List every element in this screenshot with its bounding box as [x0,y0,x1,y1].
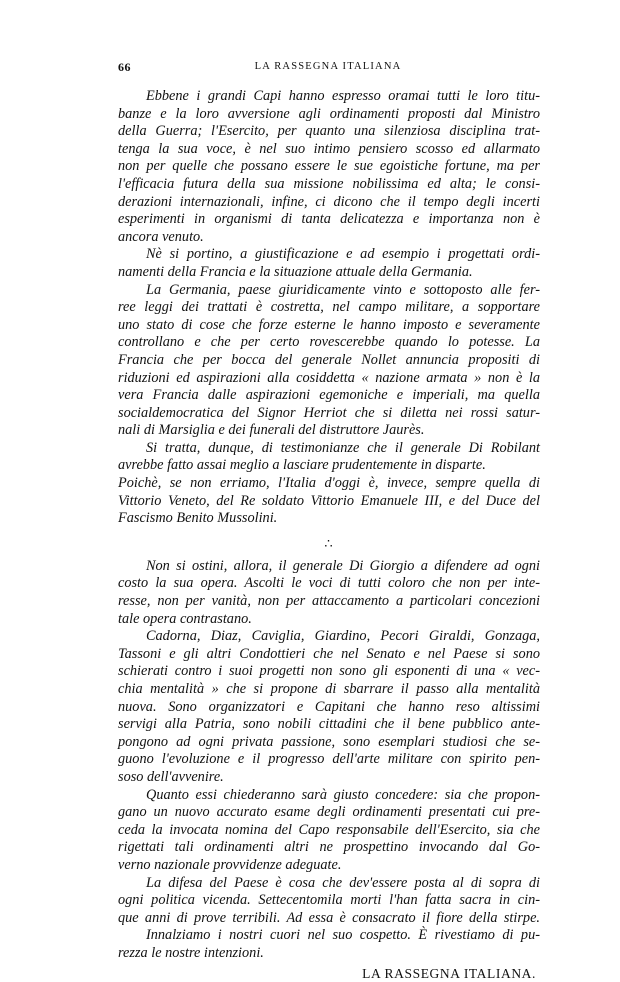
text-line: pongono ad ogni privata passione, sono esemplari studiosi che se- [118,733,540,750]
text-line: nuova. Sono organizzatori e Capitani che hanno reso altissimi [118,698,540,715]
text-line: soso dell'avvenire. [118,768,224,785]
text-line: riduzioni ed aspirazioni alla cosiddetta « nazione armata » non è la [118,369,540,386]
article-body [118,88,540,982]
text-line: resse, non per vanità, non per attaccamento a particolari concezioni [118,593,540,610]
text-line: gano un nuovo accurato esame degli ordinamenti presentati cui pre- [118,804,540,821]
text-line: Cadorna, Diaz, Caviglia, Giardino, Pecori Giraldi, Gonzaga, [146,628,540,645]
text-line: tenga la sua voce, è nel suo intimo pensiero scosso ed allarmato [118,140,540,157]
text-line: costo la sua opera. Ascolti le voci di tutti coloro che non per inte- [118,575,540,592]
text-line: Si tratta, dunque, di testimonianze che il generale Di Robilant [146,439,540,456]
text-line: Ebbene i grandi Capi hanno espresso oramai tutti le loro titu- [146,88,540,104]
section-separator: ∴ [324,535,334,551]
text-line: rezza le nostre intenzioni. [118,944,264,961]
text-line: uno stato di cose che forze esterne le hanno imposto e severamente [118,316,540,333]
text-line: Fascismo Benito Mussolini. [118,510,278,527]
text-line: ree leggi dei trattati è costretta, nel campo militare, a sopportare [118,299,540,316]
text-line: Nè si portino, a giustificazione e ad esempio i progettati ordi- [146,246,540,263]
page-header [118,60,538,76]
text-line: servigi alla Patria, sono nobili cittadini che il bene pubblico ante- [118,716,540,733]
text-line: schierati contro i suoi progetti non sono gli esponenti di una « vec- [118,663,540,680]
running-title: LA RASSEGNA ITALIANA [254,61,402,72]
text-line: derazioni internazionali, infine, ci dicono che il tempo degli incerti [118,193,540,210]
text-line: della Guerra; l'Esercito, per quanto una silenziosa disciplina trat- [118,123,540,140]
text-line: ancora venuto. [118,228,204,245]
text-line: Non si ostini, allora, il generale Di Giorgio a difendere ad ogni [146,557,540,574]
text-line: ceda la invocata nomina del Capo responsabile dell'Esercito, sia che [118,821,540,838]
text-line: que anni di prove terribili. Ad essa è consacrato il fiore della stirpe. [118,909,540,926]
text-line: esperimenti in organismi di tanta delicatezza e importanza non è [118,211,540,228]
text-line: nali di Marsiglia e dei funerali del distruttore Jaurès. [118,422,425,439]
text-line: rigettati tali ordinamenti altri ne prospettino invocando dal Go- [118,839,540,856]
text-line: Vittorio Veneto, del Re soldato Vittorio Emanuele III, e del Duce del [118,492,540,509]
text-line: verno nazionale provvidenze adeguate. [118,856,342,873]
signature: LA RASSEGNA ITALIANA. [362,965,536,981]
text-line: guono l'evoluzione e il progresso dell'arte militare con spirito pen- [118,751,540,768]
text-line: banze e la loro avversione agli ordinamenti proposti dal Ministro [118,105,540,122]
text-line: avrebbe fatto assai meglio a lasciare prudentemente in disparte. [118,457,486,474]
text-line: controllano e che per certo rovescerebbe quando lo potesse. La [118,334,540,351]
text-line: Poichè, se non erriamo, l'Italia d'oggi è, invece, sempre quella di [118,475,540,492]
page-number: 66 [118,60,131,74]
text-line: namenti della Francia e la situazione attuale della Germania. [118,263,473,280]
article-part-1 [118,88,540,528]
text-line: vera Francia dalle aspirazioni egemoniche e imperiali, ma quella [118,387,540,404]
text-line: La Germania, paese giuridicamente vinto e sottoposto alle fer- [146,281,540,298]
text-line: Tassoni e gli altri Condottieri che nel Senato e nel Paese si sono [118,645,540,662]
article-part-2 [118,558,540,963]
text-line: tale opera contrastano. [118,610,252,627]
text-line: l'efficacia futura della sua missione nobilissima ed alta; le consi- [118,175,540,192]
text-line: chia mentalità » che si propone di sbarrare il passo alla mentalità [118,681,540,697]
text-line: ogni politica vicenda. Settecentomila morti l'han fatta sacra in cin- [118,892,540,909]
text-line: Francia che per bocca del generale Nollet annuncia propositi di [118,351,540,368]
text-line: Quanto essi chiederanno sarà giusto concedere: sia che propon- [146,786,540,803]
text-line: socialdemocratica del Signor Herriot che si diletta nei rossi satur- [118,404,540,421]
text-line: Innalziamo i nostri cuori nel suo cospetto. È rivestiamo di pu- [146,927,540,944]
text-line: La difesa del Paese è cosa che dev'essere posta al di sopra di [146,874,540,891]
text-line: non per quelle che possano essere le sue egoistiche fortune, ma per [118,158,540,175]
